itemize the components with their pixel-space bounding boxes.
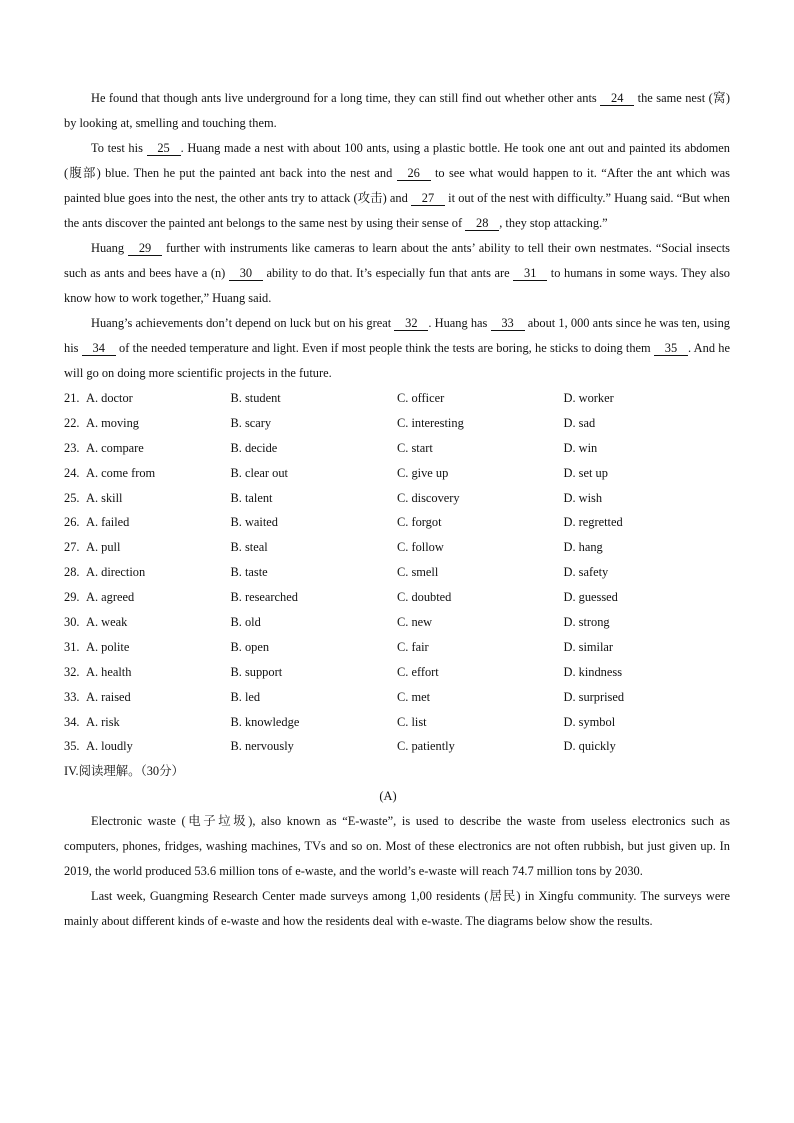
option-b: B. nervously — [230, 739, 294, 754]
text: . Huang made a nest with about 100 ants, using a plastic bottle. He took one ant out and painted its abdomen (腹部) blue. Then he put the painted ant back into the nest and — [64, 141, 730, 180]
option-d: D. set up — [563, 465, 608, 480]
question-number: 25. — [64, 490, 80, 505]
option-d: D. safety — [563, 565, 609, 580]
option-c: C. follow — [397, 540, 444, 555]
option-d: D. similar — [563, 639, 614, 654]
option-b: B. taste — [230, 565, 268, 580]
blank-33: 33 — [491, 316, 525, 331]
option-c: C. effort — [397, 664, 439, 679]
option-d: D. win — [563, 440, 598, 455]
text: the same nest (窝) by looking at, smelling and touching them. — [64, 91, 731, 130]
option-c: C. list — [397, 714, 427, 729]
question-number: 29. — [64, 590, 80, 605]
question-number: 31. — [64, 639, 80, 654]
option-c: C. met — [397, 689, 431, 704]
option-b: B. researched — [230, 590, 298, 605]
option-b: B. clear out — [230, 465, 288, 480]
option-row — [64, 411, 730, 436]
section-title: IV.阅读理解。（30分） — [64, 764, 184, 779]
document-content — [64, 86, 730, 934]
option-b: B. support — [230, 664, 283, 679]
option-row — [64, 685, 730, 710]
option-a: A. compare — [86, 440, 144, 455]
option-row — [64, 461, 730, 486]
option-row — [64, 660, 730, 685]
option-a: A. pull — [86, 540, 121, 555]
question-number: 27. — [64, 540, 80, 555]
question-number: 33. — [64, 689, 80, 704]
option-a: A. polite — [86, 639, 130, 654]
text: He found that though ants live underground for a long time, they can still find out whether other ants — [91, 91, 601, 105]
option-a: A. direction — [86, 565, 146, 580]
option-d: D. worker — [563, 391, 614, 405]
option-row — [64, 535, 730, 560]
option-a: A. health — [86, 664, 132, 679]
option-d: D. hang — [563, 540, 603, 555]
question-number: 24. — [64, 465, 80, 480]
text: Huang — [91, 241, 129, 255]
option-c: C. interesting — [397, 415, 464, 430]
blank-31: 31 — [513, 266, 547, 281]
text: to humans in some ways. They also know how to work together,” Huang said. — [64, 266, 730, 305]
option-b: B. open — [230, 639, 270, 654]
option-b: B. scary — [230, 415, 272, 430]
option-row — [64, 734, 730, 759]
option-a: A. weak — [86, 615, 128, 630]
blank-25: 25 — [147, 141, 181, 156]
blank-34: 34 — [82, 341, 116, 356]
blank-27: 27 — [411, 191, 445, 206]
question-number: 30. — [64, 615, 80, 630]
cloze-paragraph-1 — [64, 86, 730, 136]
option-b: B. decide — [230, 440, 278, 455]
text: about 1, 000 ants since he was ten, using his — [64, 316, 730, 355]
option-d: D. sad — [563, 415, 596, 430]
option-a: A. risk — [86, 714, 120, 729]
cloze-paragraph-2 — [64, 136, 730, 236]
text: it out of the nest with difficulty.” Huang said. “But when the ants discover the painted ant belongs to the same nest by using their sense of — [64, 191, 731, 230]
option-a: A. loudly — [86, 739, 133, 754]
option-c: C. doubted — [397, 590, 452, 605]
option-c: C. new — [397, 615, 433, 630]
cloze-paragraph-4 — [64, 311, 730, 386]
blank-35: 35 — [654, 341, 688, 356]
option-c: C. discovery — [397, 490, 460, 505]
question-number: 23. — [64, 440, 80, 455]
question-number: 22. — [64, 415, 80, 430]
cloze-paragraph-3 — [64, 236, 730, 311]
option-a: A. skill — [86, 490, 123, 505]
question-number: 28. — [64, 565, 80, 580]
text: further with instruments like cameras to learn about the ants’ ability to tell their own nestmates. “Social insects such as ants and bees have a (n) — [64, 241, 730, 280]
option-a: A. raised — [86, 689, 131, 704]
question-number: 34. — [64, 714, 80, 729]
question-number: 35. — [64, 739, 80, 754]
text: Huang’s achievements don’t depend on luck but on his great — [91, 316, 395, 330]
option-row — [64, 386, 730, 411]
blank-26: 26 — [397, 166, 431, 181]
question-number: 21. — [64, 391, 80, 405]
option-d: D. kindness — [563, 664, 623, 679]
option-d: D. strong — [563, 615, 610, 630]
option-a: A. come from — [86, 465, 156, 480]
option-c: C. patiently — [397, 739, 455, 754]
option-d: D. guessed — [563, 590, 618, 605]
option-row — [64, 560, 730, 585]
options-table — [64, 386, 730, 759]
reading-paragraph-1: Electronic waste (电子垃圾), also known as “E-waste”, is used to describe the waste from useless electronics such as computers, phones, fridges, washing machines, TVs and so on. Most of these electronics are not often rubbish, but just given up. In 2019, the world produced 53.6 million tons of e-waste, and the world’s e-waste will reach 74.7 million tons by 2030. — [64, 814, 730, 879]
option-d: D. regretted — [563, 515, 623, 530]
option-d: D. wish — [563, 490, 603, 505]
option-row — [64, 486, 730, 511]
text: , they stop attacking.” — [499, 216, 608, 230]
option-b: B. led — [230, 689, 261, 704]
blank-24: 24 — [600, 91, 634, 106]
option-c: C. give up — [397, 465, 449, 480]
blank-29: 29 — [128, 241, 162, 256]
option-a: A. agreed — [86, 590, 135, 605]
option-a: A. failed — [86, 515, 130, 530]
option-c: C. smell — [397, 565, 439, 580]
option-b: B. steal — [230, 540, 268, 555]
text: ability to do that. It’s especially fun that ants are — [262, 266, 514, 280]
option-row — [64, 635, 730, 660]
option-b: B. student — [230, 391, 281, 405]
text: of the needed temperature and light. Even if most people think the tests are boring, he sticks to doing them — [115, 341, 654, 355]
blank-32: 32 — [394, 316, 428, 331]
option-row — [64, 436, 730, 461]
question-number: 32. — [64, 664, 80, 679]
reading-paragraph-2: Last week, Guangming Research Center made surveys among 1,00 residents (居民) in Xingfu community. The surveys were mainly about different kinds of e-waste and how the residents deal with e-waste. The diagrams below show the results. — [64, 889, 730, 929]
option-c: C. fair — [397, 639, 429, 654]
option-b: B. waited — [230, 515, 278, 530]
option-d: D. surprised — [563, 689, 625, 704]
option-c: C. officer — [397, 391, 445, 405]
passage-label: (A) — [379, 789, 397, 804]
option-row — [64, 510, 730, 535]
option-c: C. start — [397, 440, 433, 455]
text: . Huang has — [428, 316, 491, 330]
option-c: C. forgot — [397, 515, 442, 530]
option-a: A. moving — [86, 415, 140, 430]
option-b: B. knowledge — [230, 714, 300, 729]
option-b: B. old — [230, 615, 261, 630]
text: To test his — [91, 141, 147, 155]
blank-28: 28 — [465, 216, 499, 231]
option-d: D. quickly — [563, 739, 616, 754]
option-d: D. symbol — [563, 714, 616, 729]
option-row — [64, 710, 730, 735]
text: to see what would happen to it. “After the ant which was painted blue goes into the nest, the other ants try to attack (攻击) and — [64, 166, 731, 205]
question-number: 26. — [64, 515, 80, 530]
option-row — [64, 610, 730, 635]
text: . And he will go on doing more scientific projects in the future. — [64, 341, 730, 380]
option-row — [64, 585, 730, 610]
blank-30: 30 — [229, 266, 263, 281]
option-b: B. talent — [230, 490, 273, 505]
option-a: A. doctor — [86, 391, 133, 405]
